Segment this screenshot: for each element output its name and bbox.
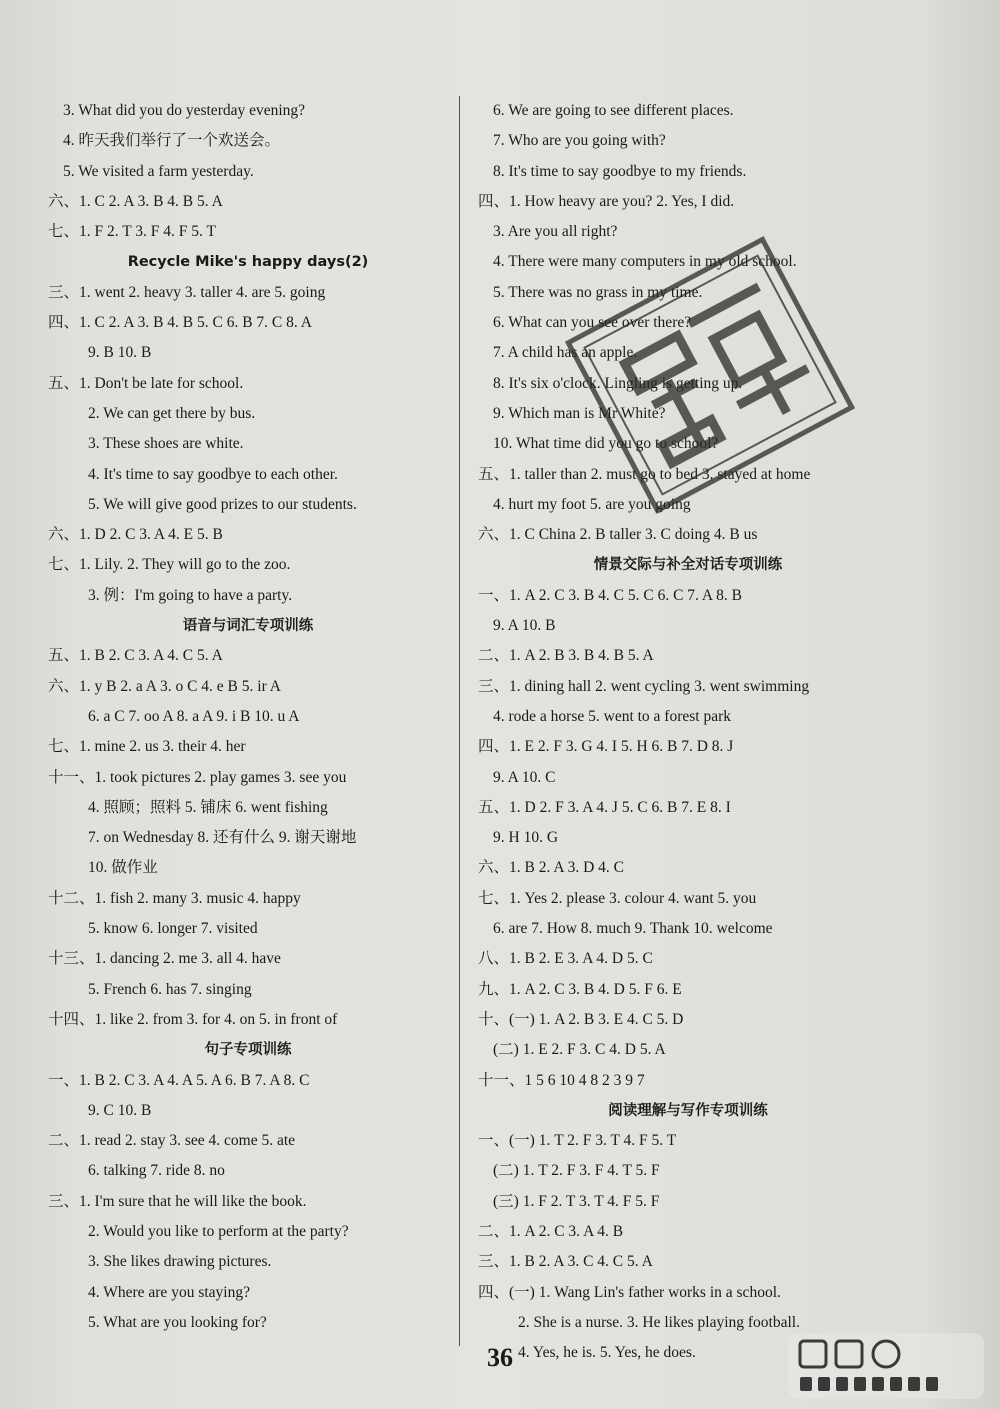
answer-line: 六、1. D 2. C 3. A 4. E 5. B <box>48 526 223 544</box>
answer-line: 2. Would you like to perform at the party? <box>88 1222 349 1240</box>
answer-line: 九、1. A 2. C 3. B 4. D 5. F 6. E <box>478 980 682 998</box>
answer-line: 6. talking 7. ride 8. no <box>88 1162 225 1180</box>
answer-line: 9. C 10. B <box>88 1101 152 1119</box>
answer-line: 3. What did you do yesterday evening? <box>63 102 306 119</box>
answer-line: 8. It's time to say goodbye to my friends. <box>493 162 747 180</box>
answer-line: 七、1. F 2. T 3. F 4. F 5. T <box>48 223 216 241</box>
answer-line: 9. H 10. G <box>493 829 559 847</box>
section-heading: 语音与词汇专项训练 <box>182 618 314 635</box>
answer-line: 十一、1 5 6 10 4 8 2 3 9 7 <box>478 1071 645 1089</box>
answer-line: 一、1. A 2. C 3. B 4. C 5. C 6. C 7. A 8. B <box>478 586 742 604</box>
answer-line: 十、(一) 1. A 2. B 3. E 4. C 5. D <box>478 1010 684 1028</box>
answer-line: 4. 昨天我们举行了一个欢送会。 <box>63 132 281 150</box>
answer-line: 七、1. mine 2. us 3. their 4. her <box>48 738 246 756</box>
answer-line: 4. It's time to say goodbye to each other. <box>88 465 338 483</box>
answer-line: 10. What time did you go to school? <box>493 435 719 453</box>
answer-line: 二、1. A 2. B 3. B 4. B 5. A <box>478 647 654 665</box>
page-number: 36 <box>487 1343 513 1372</box>
answer-line: 一、(一) 1. T 2. F 3. T 4. F 5. T <box>478 1132 677 1150</box>
answer-line: 十三、1. dancing 2. me 3. all 4. have <box>48 950 281 968</box>
answer-line: 二、1. A 2. C 3. A 4. B <box>478 1222 624 1240</box>
answer-line: 六、1. C China 2. B taller 3. C doing 4. B us <box>478 526 758 544</box>
answer-line: 四、1. How heavy are you? 2. Yes, I did. <box>478 192 735 210</box>
answer-line: 五、1. Don't be late for school. <box>48 374 244 392</box>
answer-line: 9. Which man is Mr White? <box>493 404 666 422</box>
answer-line: (二) 1. E 2. F 3. C 4. D 5. A <box>493 1041 666 1059</box>
answer-line: 二、1. read 2. stay 3. see 4. come 5. ate <box>48 1132 296 1150</box>
section-heading: Recycle Mike's happy days(2) <box>127 254 369 271</box>
answer-line: 8. It's six o'clock. Lingling is getting up. <box>493 374 743 392</box>
answer-line: 7. on Wednesday 8. 还有什么 9. 谢天谢地 <box>88 829 357 847</box>
answer-line: 4. rode a horse 5. went to a forest park <box>493 707 732 725</box>
answer-line: 三、1. I'm sure that he will like the book. <box>48 1192 307 1210</box>
answer-line: 6. What can you see over there? <box>493 314 692 332</box>
answer-line: 五、1. taller than 2. must go to bed 3. stayed at home <box>478 465 811 483</box>
answer-line: 7. Who are you going with? <box>493 132 666 150</box>
answer-line: 七、1. Lily. 2. They will go to the zoo. <box>48 556 291 574</box>
answer-line: 六、1. C 2. A 3. B 4. B 5. A <box>48 192 223 210</box>
left-column <box>48 96 448 1338</box>
answer-line: 五、1. D 2. F 3. A 4. J 5. C 6. B 7. E 8. I <box>478 798 731 816</box>
answer-line: 三、1. B 2. A 3. C 4. C 5. A <box>478 1253 653 1271</box>
answer-line: 2. She is a nurse. 3. He likes playing football. <box>518 1313 800 1331</box>
answer-line: 3. Are you all right? <box>493 223 618 241</box>
answer-line: 四、1. E 2. F 3. G 4. I 5. H 6. B 7. D 8. J <box>478 738 734 756</box>
answer-line: 3. 例：I'm going to have a party. <box>88 586 293 604</box>
answer-line: 四、(一) 1. Wang Lin's father works in a school. <box>478 1283 781 1301</box>
answer-line: 6. are 7. How 8. much 9. Thank 10. welcome <box>493 920 773 938</box>
seal-stamp <box>560 225 860 525</box>
answer-line: 4. hurt my foot 5. are you going <box>493 495 691 513</box>
watermark-logo <box>786 1331 986 1401</box>
answer-line: 七、1. Yes 2. please 3. colour 4. want 5. you <box>478 889 757 907</box>
answer-line: 三、1. dining hall 2. went cycling 3. went swimming <box>478 677 810 695</box>
answer-line: 3. These shoes are white. <box>88 435 244 453</box>
answer-line: 6. We are going to see different places. <box>493 102 734 119</box>
answer-line: 一、1. B 2. C 3. A 4. A 5. A 6. B 7. A 8. C <box>48 1071 310 1089</box>
answer-line: 六、1. B 2. A 3. D 4. C <box>478 859 624 877</box>
answer-line: 4. 照顾；照料 5. 铺床 6. went fishing <box>88 798 328 816</box>
answer-line: 五、1. B 2. C 3. A 4. C 5. A <box>48 647 223 665</box>
answer-line: 5. There was no grass in my time. <box>493 283 703 301</box>
section-heading: 阅读理解与写作专项训练 <box>608 1102 768 1119</box>
section-heading: 情景交际与补全对话专项训练 <box>593 557 783 574</box>
answer-line: 5. We will give good prizes to our students. <box>88 495 357 513</box>
answer-line: 4. There were many computers in my old school. <box>493 253 797 271</box>
answer-line: 7. A child has an apple. <box>493 344 638 362</box>
answer-line: 6. a C 7. oo A 8. a A 9. i B 10. u A <box>88 707 300 725</box>
answer-line: 三、1. went 2. heavy 3. taller 4. are 5. going <box>48 283 326 301</box>
answer-line: 5. We visited a farm yesterday. <box>63 162 254 180</box>
answer-line: 3. She likes drawing pictures. <box>88 1253 272 1271</box>
section-heading: 句子专项训练 <box>204 1042 292 1059</box>
answer-line: 八、1. B 2. E 3. A 4. D 5. C <box>478 950 653 968</box>
answer-line: 六、1. y B 2. a A 3. o C 4. e B 5. ir A <box>48 677 281 695</box>
answer-line: (三) 1. F 2. T 3. T 4. F 5. F <box>493 1192 660 1210</box>
answer-line: 10. 做作业 <box>88 859 158 877</box>
answer-line: (二) 1. T 2. F 3. F 4. T 5. F <box>493 1162 660 1180</box>
answer-line: 4. Yes, he is. 5. Yes, he does. <box>518 1344 696 1362</box>
answer-line: 5. What are you looking for? <box>88 1313 267 1331</box>
answer-line: 十一、1. took pictures 2. play games 3. see you <box>48 768 347 786</box>
answer-line: 十四、1. like 2. from 3. for 4. on 5. in front of <box>48 1010 338 1028</box>
answer-line: 9. A 10. B <box>493 617 556 635</box>
answer-line: 4. Where are you staying? <box>88 1283 250 1301</box>
answer-line: 十二、1. fish 2. many 3. music 4. happy <box>48 889 301 907</box>
answer-line: 2. We can get there by bus. <box>88 404 256 422</box>
answer-line: 5. know 6. longer 7. visited <box>88 920 258 938</box>
answer-line: 5. French 6. has 7. singing <box>88 980 252 998</box>
answer-line: 9. A 10. C <box>493 768 556 786</box>
answer-line: 9. B 10. B <box>88 344 152 362</box>
answer-line: 四、1. C 2. A 3. B 4. B 5. C 6. B 7. C 8. A <box>48 314 312 332</box>
column-divider <box>459 96 460 1346</box>
